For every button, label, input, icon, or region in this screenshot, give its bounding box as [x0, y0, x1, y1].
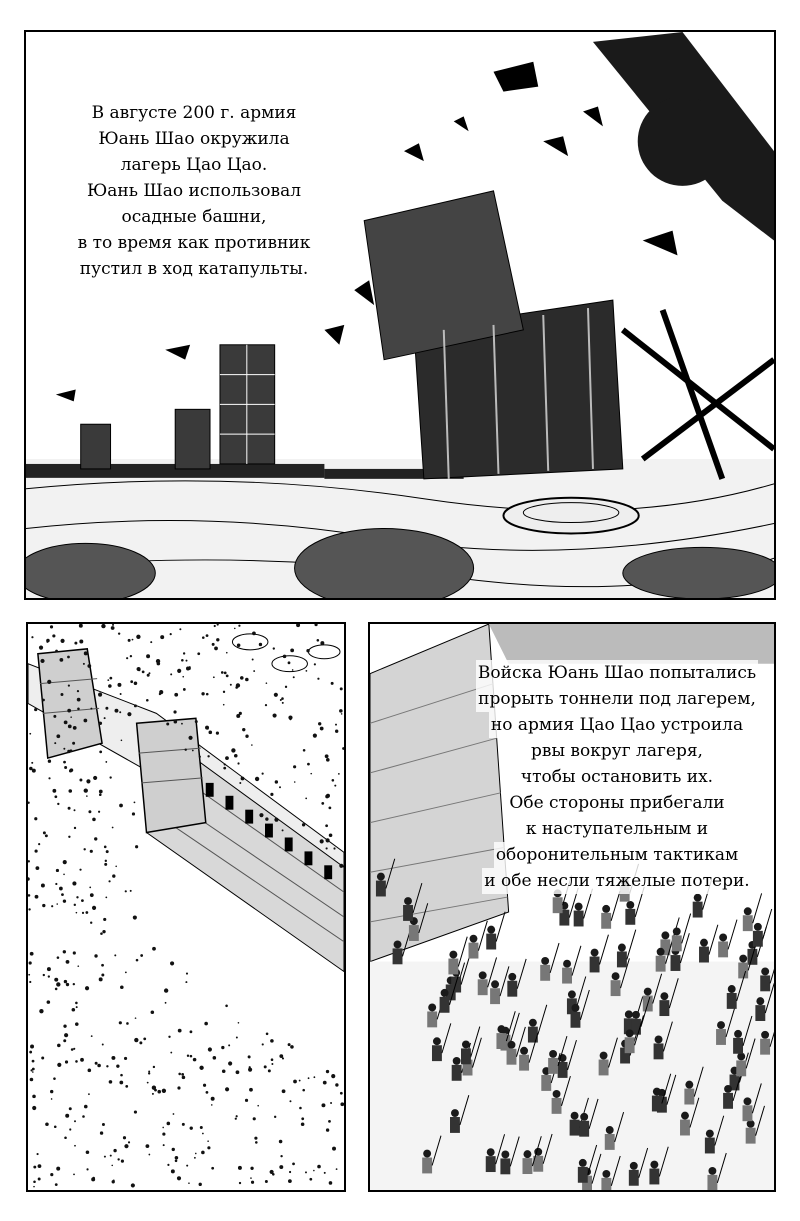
caption-line: Обе стороны прибегали: [507, 790, 726, 816]
narration-caption: [44, 100, 344, 282]
caption-line: но армия Цао Цао устроила: [489, 712, 745, 738]
manga-panel-2: [26, 622, 346, 1192]
caption-line: В августе 200 г. армия: [91, 103, 297, 123]
caption-line: оборонительным тактикам: [494, 842, 740, 868]
caption-line: пустил в ход катапульты.: [79, 259, 309, 279]
caption-line: Юань Шао использовал: [86, 181, 302, 201]
caption-line: Юань Шао окружила: [98, 129, 290, 149]
fortress-wall-illustration: [28, 624, 344, 1190]
caption-line: в то время как противник: [77, 233, 311, 253]
caption-line: к наступательным и: [524, 816, 710, 842]
caption-line: лагерь Цао Цао.: [120, 155, 268, 175]
caption-line: чтобы остановить их.: [519, 764, 715, 790]
caption-line: прорыть тоннели под лагерем,: [476, 686, 758, 712]
caption-line: рвы вокруг лагеря,: [529, 738, 705, 764]
caption-line: осадные башни,: [121, 207, 267, 227]
manga-panel-1: [24, 30, 776, 600]
manga-panel-3: [368, 622, 776, 1192]
caption-line: Войска Юань Шао попытались: [476, 660, 758, 686]
narration-caption: [462, 660, 772, 894]
caption-line: и обе несли тяжелые потери.: [482, 868, 751, 894]
